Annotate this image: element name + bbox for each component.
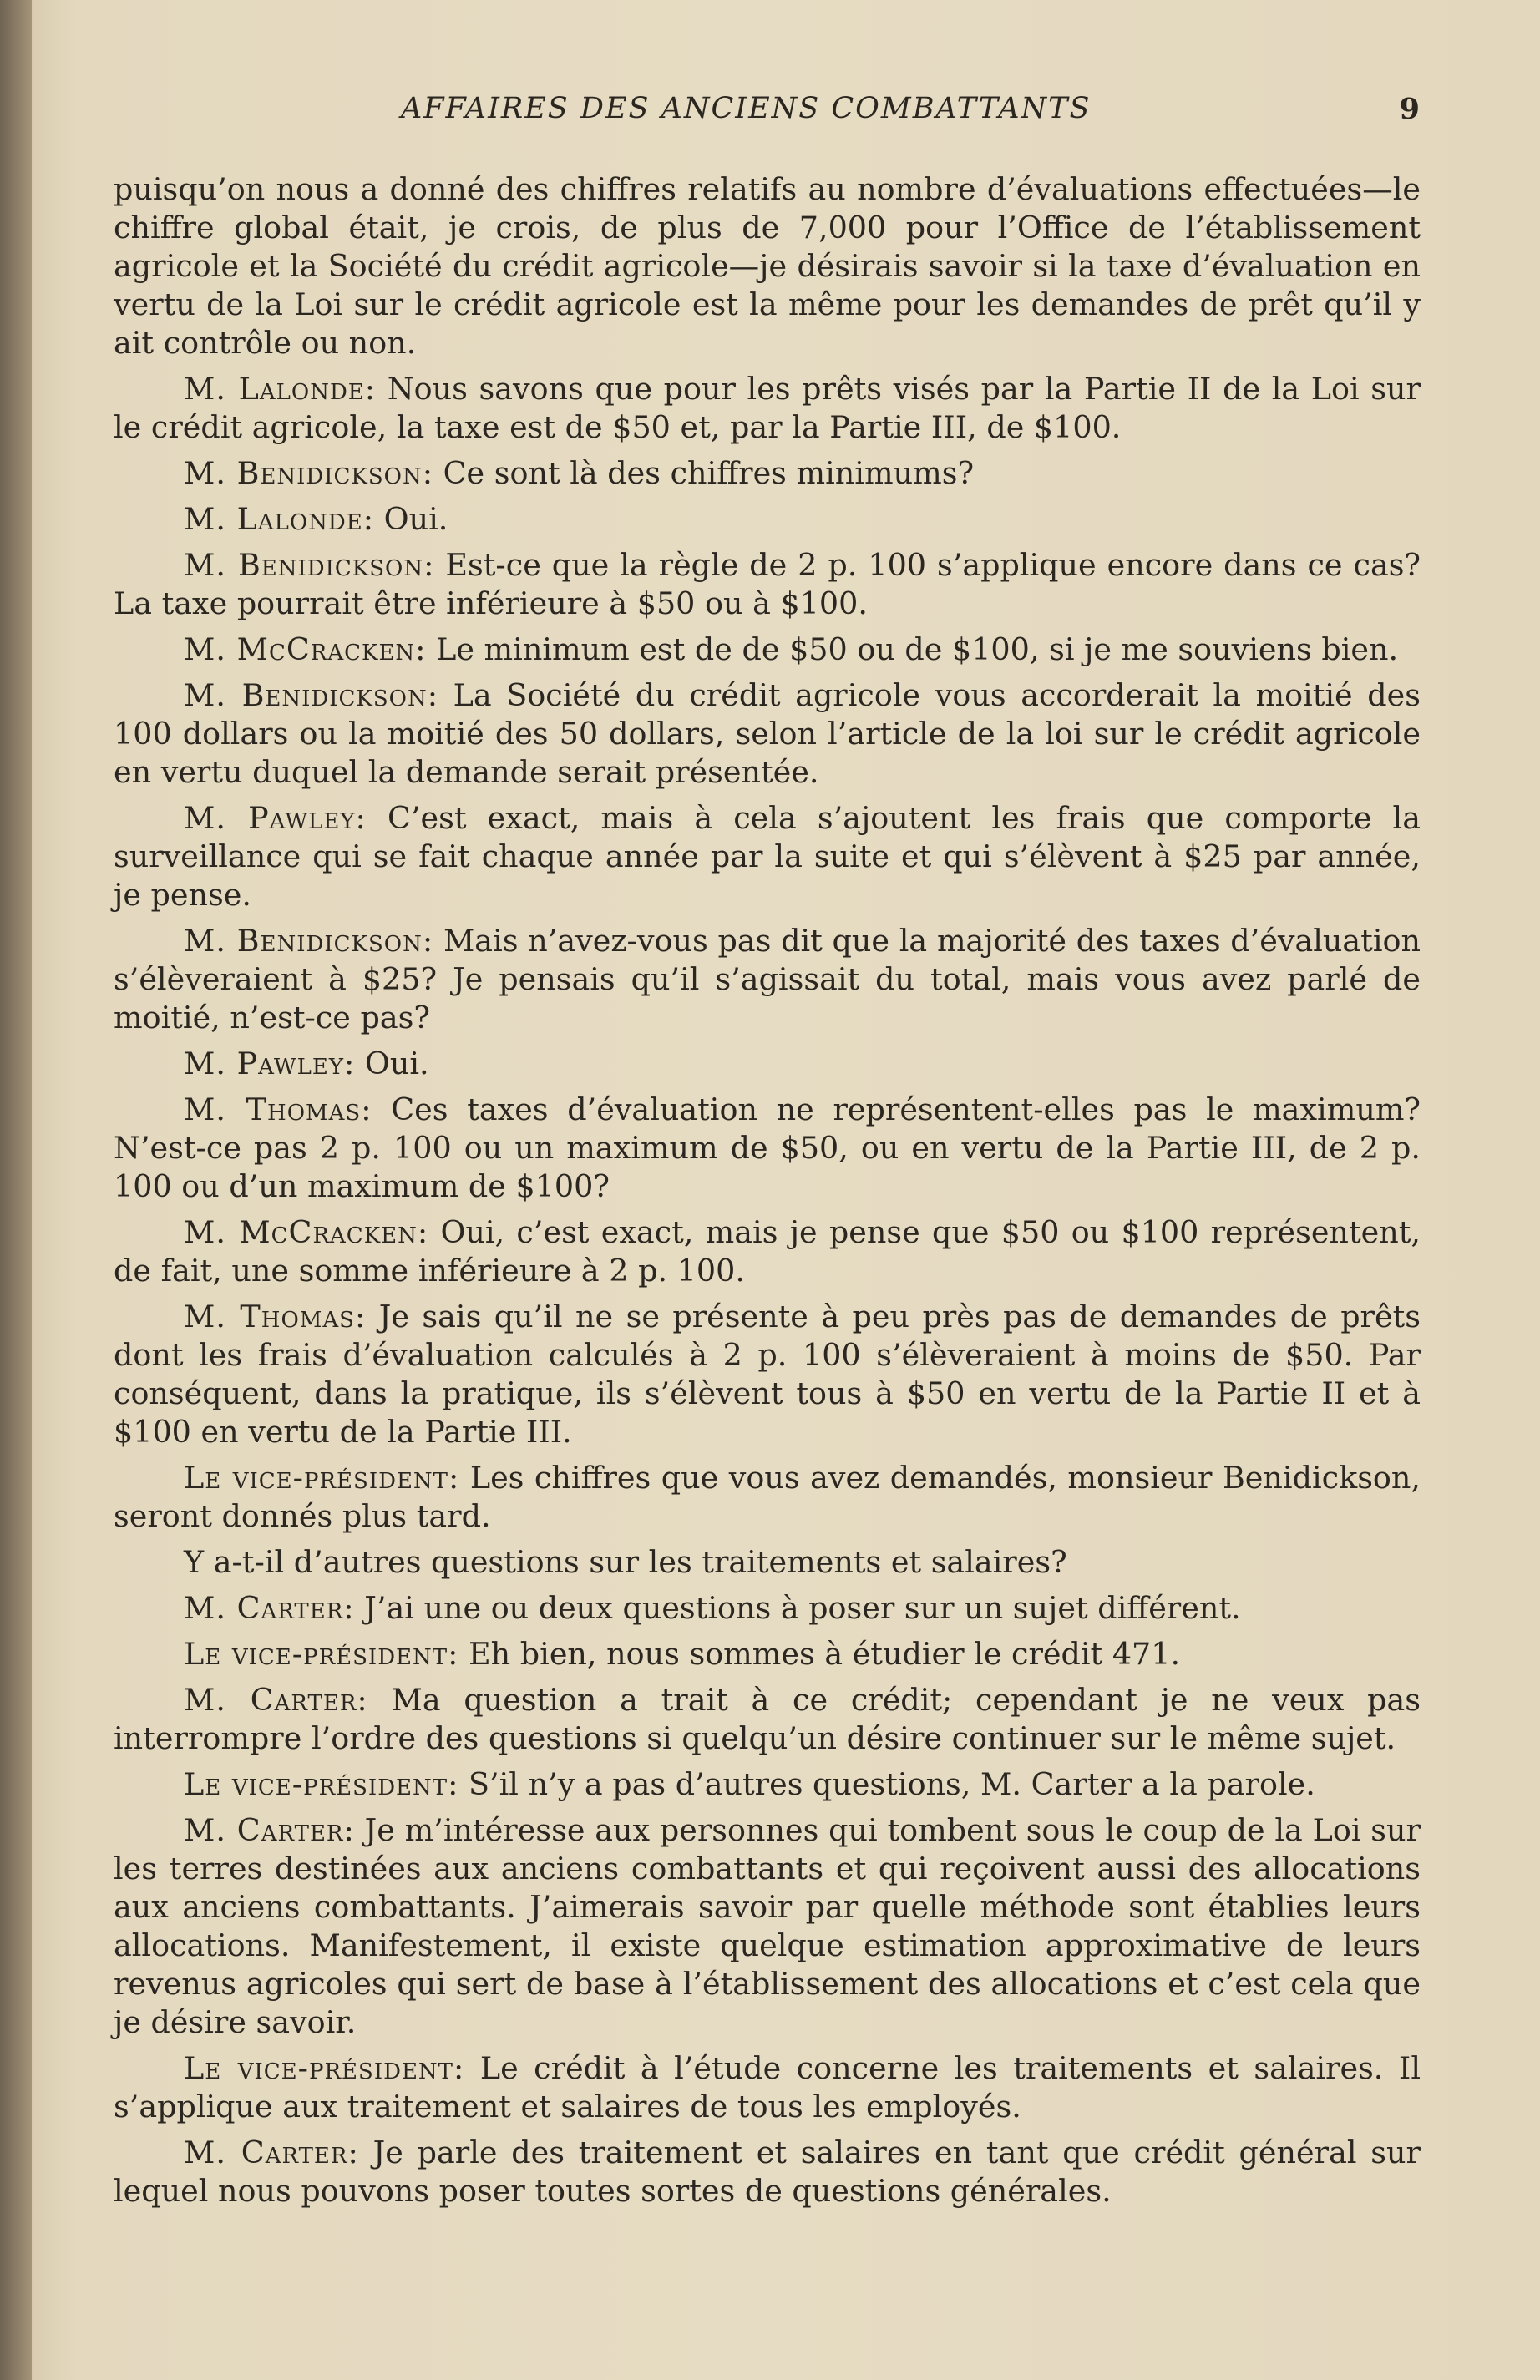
paragraph-text: Le crédit à l’étude concerne les traitements et salaires. Il s’applique aux traitement et salaires de tous les employés.: [114, 2050, 1421, 2124]
speaker-name: M. Thomas:: [184, 1299, 367, 1334]
paragraph-text: Y a-t-il d’autres questions sur les traitements et salaires?: [184, 1544, 1067, 1580]
paragraph-text: Ma question a trait à ce crédit; cependant je ne veux pas interrompre l’ordre des questions si quelqu’un désire continuer sur le même sujet.: [114, 1682, 1421, 1756]
speaker-name: M. McCracken:: [184, 1214, 429, 1250]
paragraph-21: [114, 2134, 1421, 2210]
paragraph-15: [114, 1589, 1421, 1628]
paragraph-12: [114, 1298, 1421, 1451]
speaker-name: Le vice-président:: [184, 1766, 459, 1802]
paragraph-10: [114, 1091, 1421, 1206]
speaker-name: M. Benidickson:: [184, 677, 439, 713]
page-header: [401, 92, 1420, 134]
speaker-name: Le vice-président:: [184, 1636, 459, 1672]
paragraph-9: [114, 1045, 1421, 1083]
speaker-name: M. Benidickson:: [184, 455, 434, 491]
paragraph-text: puisqu’on nous a donné des chiffres relatifs au nombre d’évaluations effectuées—le chiffre global était, je crois, de plus de 7,000 pour l’Office de l’établissement agricole et la Société du crédit agricole—je désirais savoir si la taxe d’évaluation en vertu de la Loi sur le crédit agricole est la même pour les demandes de prêt qu’il y ait contrôle ou non.: [114, 171, 1421, 361]
paragraph-text: Ces taxes d’évaluation ne représentent-elles pas le maximum? N’est-ce pas 2 p. 100 ou un maximum de $50, ou en vertu de la Partie III, de 2 p. 100 ou d’un maximum de $100?: [114, 1091, 1421, 1204]
speaker-name: M. Lalonde:: [184, 501, 375, 537]
paragraph-16: [114, 1635, 1421, 1674]
paragraph-17: [114, 1681, 1421, 1758]
paragraph-0: [114, 170, 1421, 362]
paragraph-13: [114, 1459, 1421, 1536]
paragraph-text: Mais n’avez-vous pas dit que la majorité des taxes d’évaluation s’élèveraient à $25? Je pensais qu’il s’agissait du total, mais vous avez parlé de moitié, n’est-ce pas?: [114, 923, 1421, 1036]
running-title: AFFAIRES DES ANCIENS COMBATTANTS: [401, 92, 1092, 125]
speaker-name: M. Benidickson:: [184, 923, 434, 959]
page-number: 9: [1399, 92, 1420, 126]
paragraph-3: [114, 500, 1421, 539]
paragraph-text: Je parle des traitement et salaires en tant que crédit général sur lequel nous pouvons poser toutes sortes de questions générales.: [114, 2134, 1421, 2209]
speaker-name: M. McCracken:: [184, 631, 427, 667]
paragraph-text: Oui, c’est exact, mais je pense que $50 ou $100 représentent, de fait, une somme inférieure à 2 p. 100.: [114, 1214, 1421, 1289]
speaker-name: M. Carter:: [184, 2134, 359, 2170]
paragraph-text: Les chiffres que vous avez demandés, monsieur Benidickson, seront donnés plus tard.: [114, 1460, 1421, 1534]
speaker-name: M. Pawley:: [184, 1046, 356, 1081]
paragraph-text: Est-ce que la règle de 2 p. 100 s’applique encore dans ce cas? La taxe pourrait être inférieure à $50 ou à $100.: [114, 547, 1421, 621]
paragraph-text: J’ai une ou deux questions à poser sur un sujet différent.: [364, 1590, 1241, 1626]
paragraph-20: [114, 2049, 1421, 2126]
paragraph-text: Nous savons que pour les prêts visés par la Partie II de la Loi sur le crédit agricole, la taxe est de $50 et, par la Partie III, de $100.: [114, 371, 1421, 445]
paragraph-text: Le minimum est de de $50 ou de $100, si je me souviens bien.: [436, 631, 1399, 667]
speaker-name: M. Pawley:: [184, 800, 367, 836]
paragraph-2: [114, 454, 1421, 493]
paragraph-19: [114, 1811, 1421, 2042]
paragraph-6: [114, 676, 1421, 792]
paragraph-text: Oui.: [383, 501, 448, 537]
paragraph-5: [114, 630, 1421, 669]
paragraph-8: [114, 922, 1421, 1037]
speaker-name: M. Carter:: [184, 1590, 355, 1626]
paragraph-11: [114, 1213, 1421, 1290]
paragraph-text: Je sais qu’il ne se présente à peu près pas de demandes de prêts dont les frais d’évaluation calculés à 2 p. 100 s’élèveraient à moins de $50. Par conséquent, dans la pratique, ils s’élèvent tous à $50 en vertu de la Partie II et à $100 en vertu de la Partie III.: [114, 1299, 1421, 1450]
speaker-name: M. Thomas:: [184, 1091, 372, 1127]
speaker-name: Le vice-président:: [184, 2050, 465, 2086]
paragraph-4: [114, 546, 1421, 623]
speaker-name: M. Carter:: [184, 1812, 355, 1848]
paragraph-text: C’est exact, mais à cela s’ajoutent les frais que comporte la surveillance qui se fait chaque année par la suite et qui s’élèvent à $25 par année, je pense.: [114, 800, 1421, 913]
paragraph-14: [114, 1543, 1421, 1582]
speaker-name: M. Benidickson:: [184, 547, 435, 583]
paragraph-7: [114, 799, 1421, 914]
speaker-name: M. Lalonde:: [184, 371, 377, 407]
paragraph-text: Ce sont là des chiffres minimums?: [443, 455, 975, 491]
paragraph-18: [114, 1765, 1421, 1804]
paragraph-text: La Société du crédit agricole vous accorderait la moitié des 100 dollars ou la moitié des 50 dollars, selon l’article de la loi sur le crédit agricole en vertu duquel la demande serait présentée.: [114, 677, 1421, 790]
paragraph-text: Je m’intéresse aux personnes qui tombent sous le coup de la Loi sur les terres destinées aux anciens combattants et qui reçoivent aussi des allocations aux anciens combattants. J’aimerais savoir par quelle méthode sont établies leurs allocations. Manifestement, il existe quelque estimation approximative de leurs revenus agricoles qui sert de base à l’établissement des allocations et c’est cela que je désire savoir.: [114, 1812, 1421, 2040]
paragraph-text: Oui.: [364, 1046, 429, 1081]
transcript-body: [114, 170, 1421, 2218]
speaker-name: Le vice-président:: [184, 1460, 460, 1496]
book-binding-edge: [0, 0, 32, 2380]
paragraph-1: [114, 370, 1421, 447]
paragraph-text: Eh bien, nous sommes à étudier le crédit 471.: [469, 1636, 1181, 1672]
speaker-name: M. Carter:: [184, 1682, 368, 1718]
paragraph-text: S’il n’y a pas d’autres questions, M. Carter a la parole.: [469, 1766, 1315, 1802]
